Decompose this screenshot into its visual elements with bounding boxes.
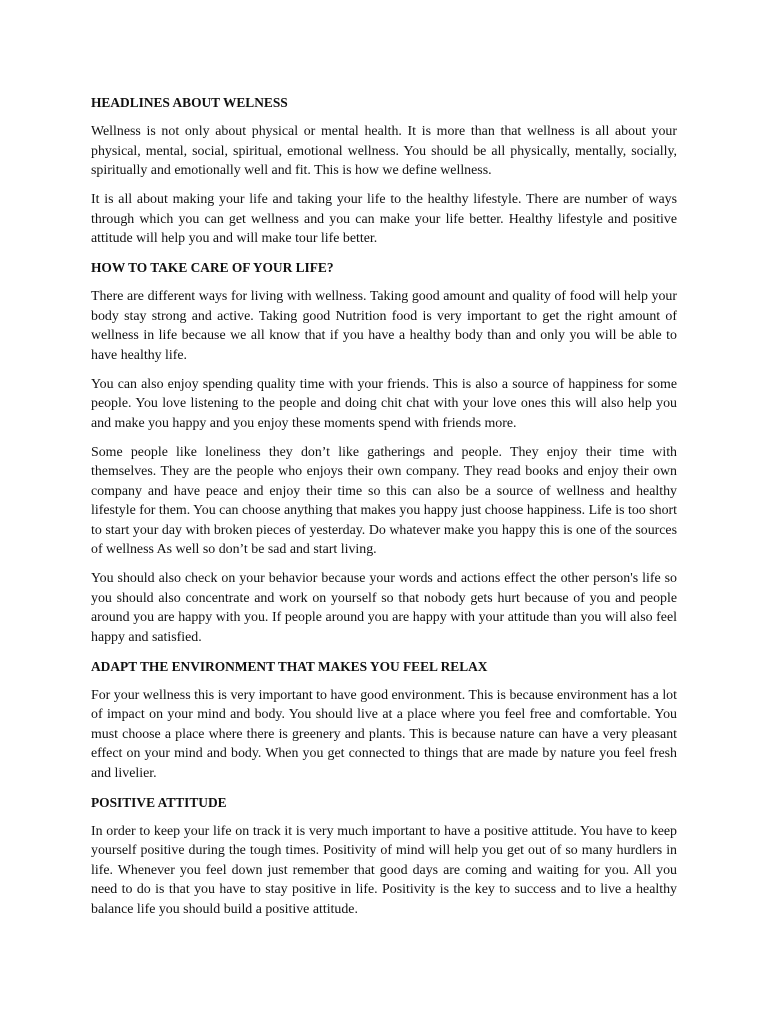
paragraph: It is all about making your life and taking your life to the healthy lifestyle. There are number of ways through which you can get wellness and you can make your life better. Healthy lifestyle and positive attitude will help you and will make tour life better.: [91, 192, 677, 246]
heading-care: HOW TO TAKE CARE OF YOUR LIFE?: [91, 260, 334, 275]
section-environment: [91, 657, 677, 784]
paragraph: For your wellness this is very important to have good environment. This is because environment has a lot of impact on your mind and body. You should live at a place where you feel free and comfortable. You must choose a place where there is greenery and plants. This is because nature can have a very pleasant effect on your mind and body. When you get connected to things that are made by nature you feel fresh and livelier.: [91, 687, 677, 781]
section-attitude: [91, 793, 677, 920]
paragraph: You should also check on your behavior because your words and actions effect the other person's life so you should also concentrate and work on yourself so that nobody gets hurt because of you and people around you are happy with you. If people around you are happy with your attitude than you will also feel happy and satisfied.: [91, 571, 677, 645]
paragraph: You can also enjoy spending quality time with your friends. This is also a source of happiness for some people. You love listening to the people and doing chit chat with your love ones this will also help you and make you happy and you enjoy these moments spend with friends more.: [91, 376, 677, 431]
heading-wellness: HEADLINES ABOUT WELNESS: [91, 95, 288, 110]
paragraph: Some people like loneliness they don’t like gatherings and people. They enjoy their time with themselves. They are the people who enjoys their own company. They read books and enjoy their own company and have peace and enjoy their time so this can also be a source of wellness and healthy lifestyle for them. You can choose anything that makes you happy just choose happiness. Life is too short to start your day with broken pieces of yesterday. Do whatever make you happy this is one of the sources of wellness As well so don’t be sad and start living.: [91, 444, 677, 557]
paragraph: In order to keep your life on track it is very much important to have a positive attitude. You have to keep yourself positive during the tough times. Positivity of mind will help you get out of so many hurdlers in life. Whenever you feel down just remember that good days are coming and waiting for you. All you need to do is that you have to stay positive in life. Positivity is the key to success and to live a healthy balance life you should build a positive attitude.: [91, 823, 677, 917]
heading-attitude: POSITIVE ATTITUDE: [91, 794, 227, 810]
paragraph: There are different ways for living with wellness. Taking good amount and quality of food will help your body stay strong and active. Taking good Nutrition food is very important to get the right amount of wellness in life because we all know that if you have a healthy body than and only you will be able to have healthy life.: [91, 289, 677, 363]
section-wellness: [91, 93, 677, 249]
section-care: [91, 258, 677, 647]
paragraph: Wellness is not only about physical or mental health. It is more than that wellness is all about your physical, mental, social, spiritual, emotional wellness. You should be all physically, mentally, socially, spiritually and emotionally well and fit. This is how we define wellness.: [91, 124, 677, 178]
heading-environment: ADAPT THE ENVIRONMENT THAT MAKES YOU FEEL RELAX: [91, 658, 488, 674]
document-page: [91, 93, 677, 929]
